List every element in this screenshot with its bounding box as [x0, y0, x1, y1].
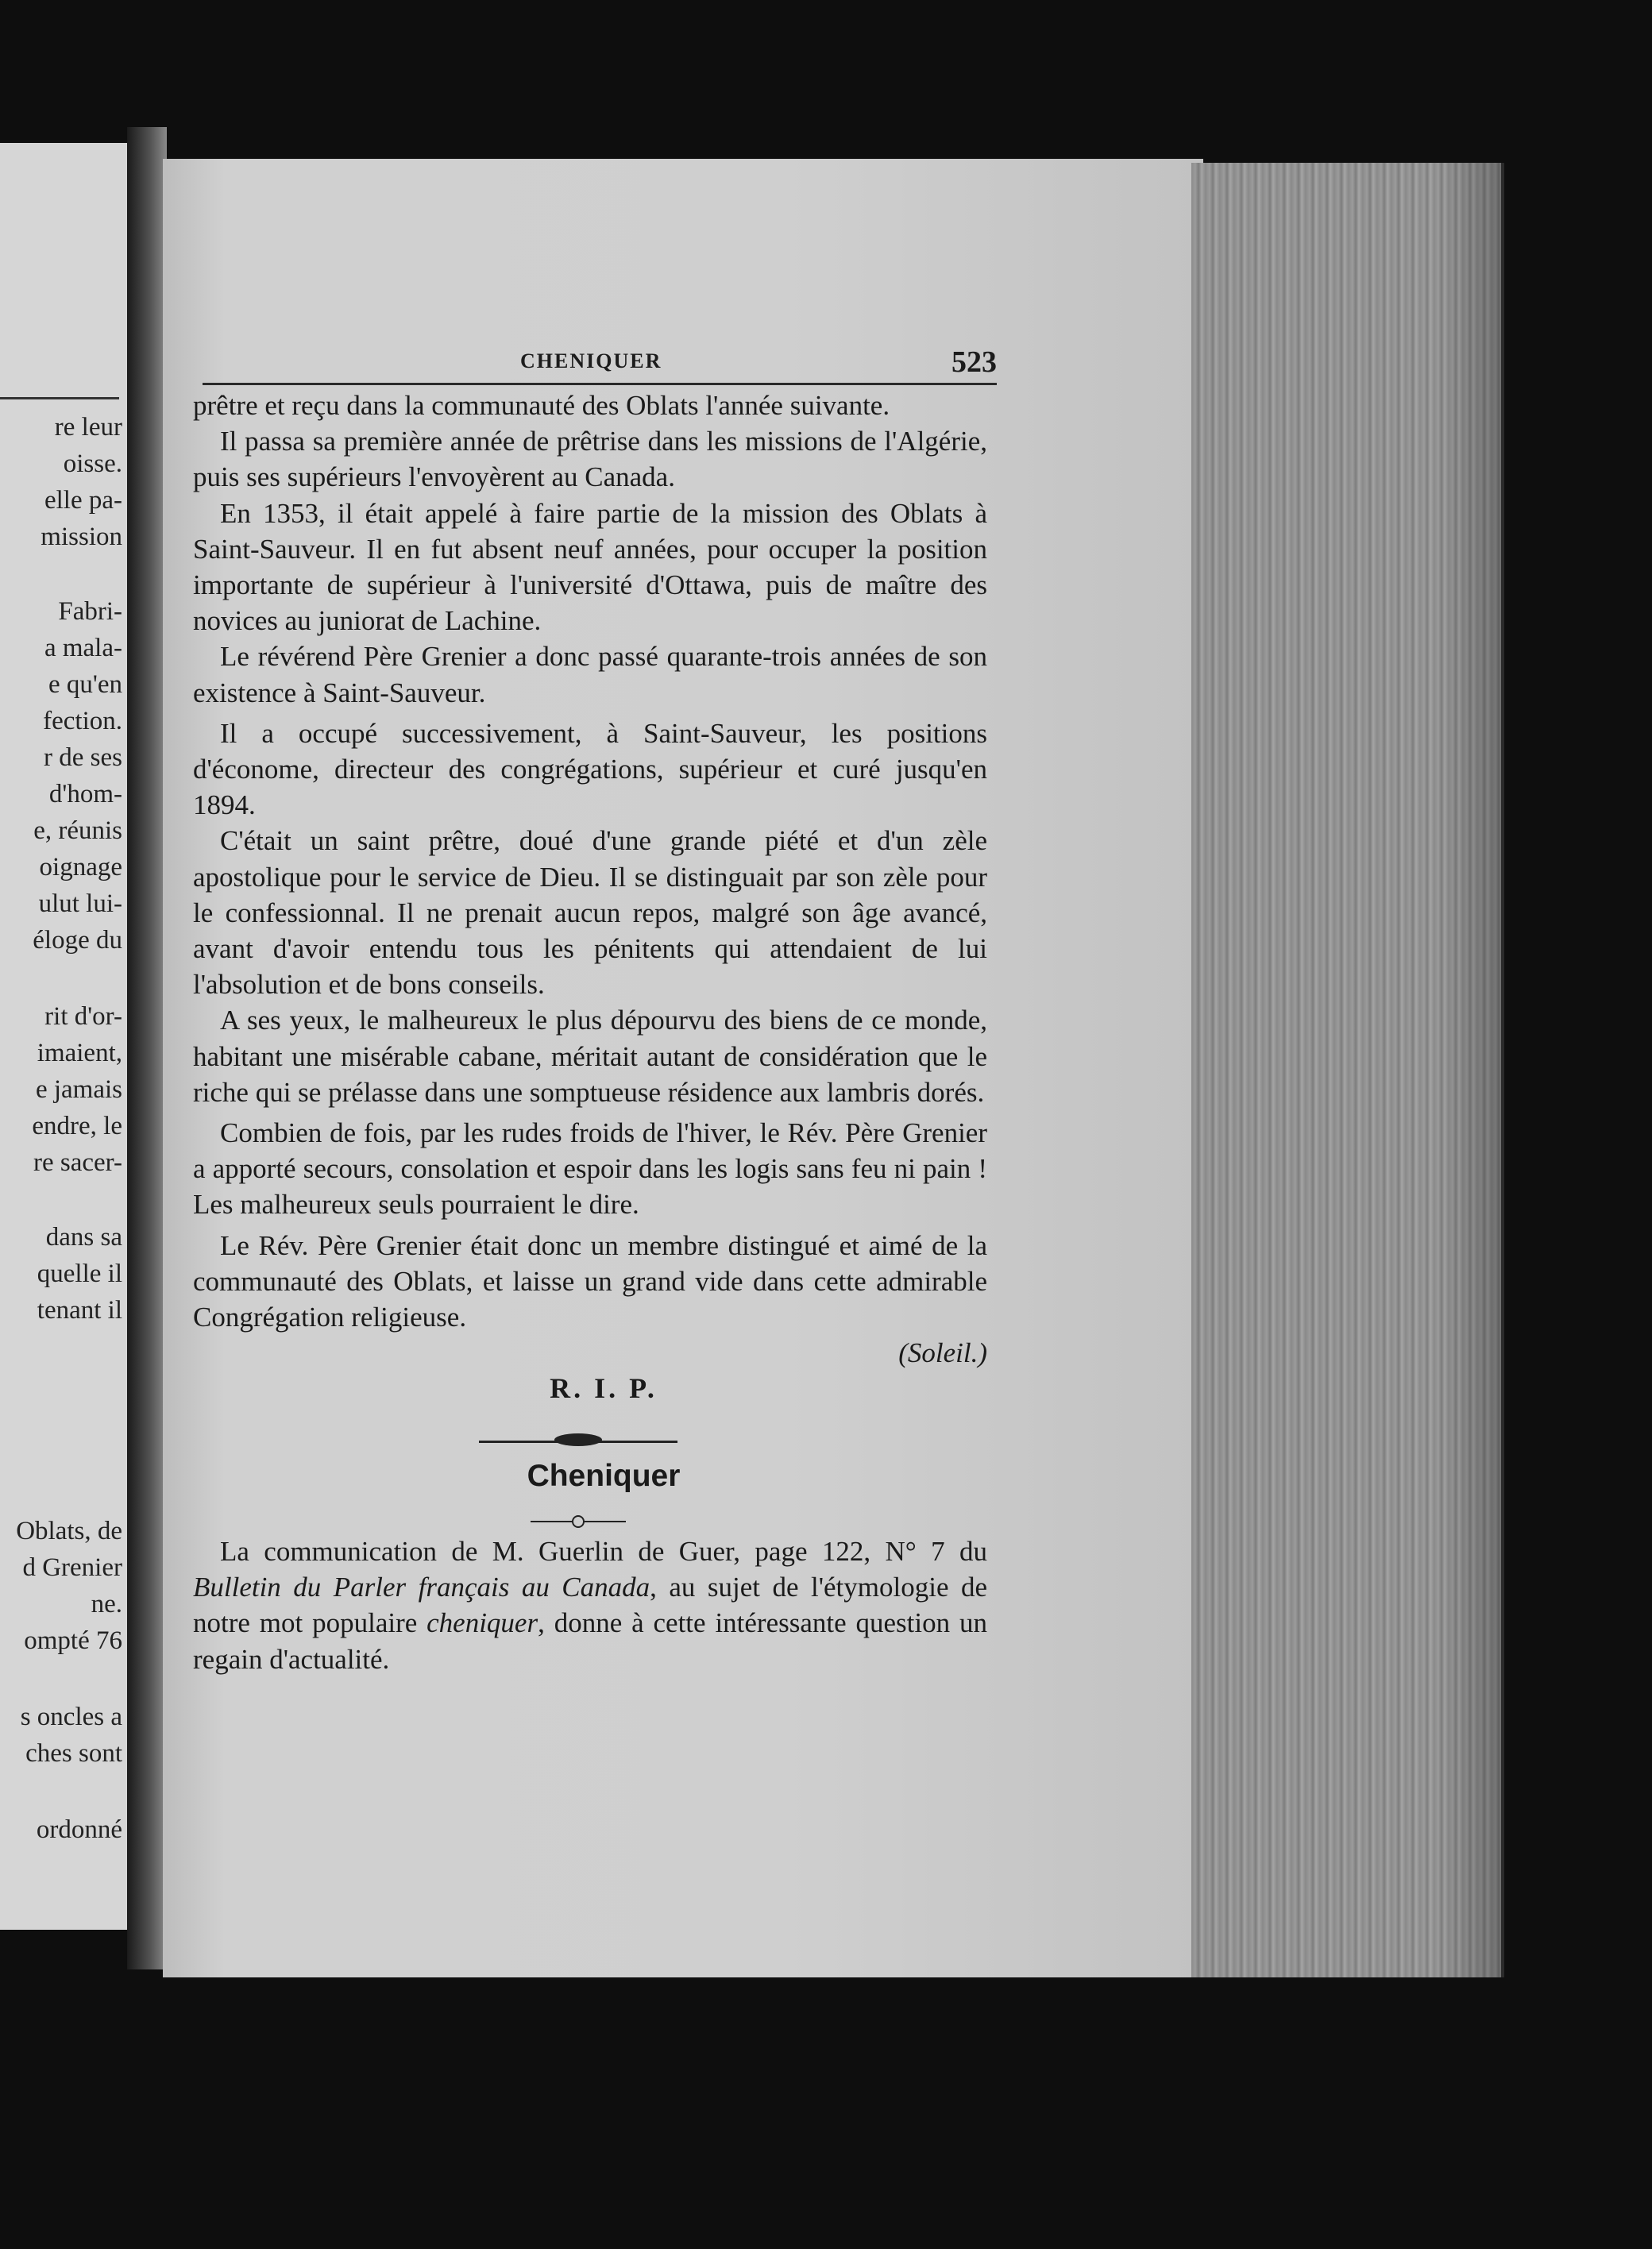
header-rule [203, 383, 997, 385]
left-page-line: dans sa [45, 1223, 122, 1252]
left-page-line: re sacer- [33, 1148, 122, 1177]
left-page-line: ne. [91, 1590, 122, 1618]
left-page-line: Fabri- [58, 597, 122, 626]
body-paragraph: Il passa sa première année de prêtrise dans les missions de l'Algérie, puis ses supérieurs l'envoyèrent au Canada. [193, 426, 987, 493]
left-page-line: éloge du [33, 926, 122, 955]
left-page-line: imaient, [37, 1039, 122, 1067]
left-page-line: mission [41, 523, 122, 551]
source-signoff: (Soleil.) [898, 1337, 987, 1369]
paragraph-list [193, 388, 987, 1335]
left-page-line: quelle il [37, 1260, 122, 1288]
section-title: Cheniquer [527, 1458, 681, 1493]
left-page-line: d'hom- [48, 780, 122, 808]
article-body [193, 388, 987, 1677]
left-page-line: ordonné [36, 1815, 122, 1844]
running-head: CHENIQUER [520, 349, 662, 372]
body-paragraph: prêtre et reçu dans la communauté des Oblats l'année suivante. [193, 390, 890, 421]
page-edges [1191, 163, 1504, 1977]
left-page-line: oignage [39, 853, 122, 881]
divider-ornament [193, 1426, 987, 1458]
left-page-line: oisse. [63, 449, 122, 478]
left-page-line: endre, le [32, 1112, 122, 1140]
body-paragraph: En 1353, il était appelé à faire partie de la mission des Oblats à Saint-Sauveur. Il en fut absent neuf années, pour occuper la position importante de supérieur à l'université d'Ottawa, puis de maître des novices au juniorat de Lachine. [193, 497, 987, 637]
closing-paragraph: La communication de M. Guerlin de Guer, page 122, N° 7 du Bulletin du Parler français au Canada, au sujet de l'étymologie de notre mot populaire cheniquer, donne à cette intéressante question un regain d'actualité. [193, 1535, 987, 1675]
book-gutter [127, 127, 167, 1969]
left-page-line: rit d'or- [44, 1002, 122, 1031]
left-page-line: Oblats, de [16, 1517, 122, 1545]
rip-line: R. I. P. [550, 1372, 658, 1405]
left-page-line: elle pa- [44, 486, 122, 515]
left-page-rule [0, 397, 119, 399]
small-divider-ornament [193, 1510, 987, 1533]
left-page-line: ches sont [25, 1739, 122, 1768]
body-paragraph: Le Rév. Père Grenier était donc un membre distingué et aimé de la communauté des Oblats, et laisse un grand vide dans cette admirable Congrégation religieuse. [193, 1229, 987, 1333]
left-page-line: re leur [54, 413, 122, 442]
left-page-line: e jamais [35, 1075, 122, 1104]
left-page-line: tenant il [37, 1296, 122, 1325]
left-page-line: ompté 76 [24, 1626, 122, 1655]
body-paragraph: A ses yeux, le malheureux le plus dépourvu des biens de ce monde, habitant une misérable cabane, méritait autant de considération que le riche qui se prélasse dans une somptueuse résidence aux lambris dorés. [193, 1005, 987, 1108]
left-page-line: e, réunis [33, 816, 122, 845]
left-page-fragment [0, 143, 132, 1930]
left-page-line: s oncles a [20, 1703, 122, 1731]
left-page-line: d Grenier [22, 1553, 122, 1582]
body-paragraph: C'était un saint prêtre, doué d'une grande piété et d'un zèle apostolique pour le service de Dieu. Il se distinguait par son zèle pour le confessionnal. Il ne prenait aucun repos, malgré son âge avancé, avant d'avoir entendu tous les pénitents qui attendaient de lui l'absolution et de bons conseils. [193, 825, 987, 1001]
left-page-line: fection. [43, 707, 122, 735]
body-paragraph: Le révérend Père Grenier a donc passé quarante-trois années de son existence à Saint-Sauveur. [193, 641, 987, 708]
left-page-line: ulut lui- [38, 889, 122, 918]
left-page-line: e qu'en [48, 670, 122, 699]
body-paragraph: Il a occupé successivement, à Saint-Sauveur, les positions d'économe, directeur des congrégations, supérieur et curé jusqu'en 1894. [193, 717, 987, 821]
body-paragraph: Combien de fois, par les rudes froids de l'hiver, le Rév. Père Grenier a apporté secours, consolation et espoir dans les logis sans feu ni pain ! Les malheureux seuls pourraient le dire. [193, 1117, 987, 1221]
left-page-line: a mala- [44, 634, 122, 662]
left-page-line: r de ses [44, 743, 122, 772]
page-number: 523 [951, 345, 997, 379]
